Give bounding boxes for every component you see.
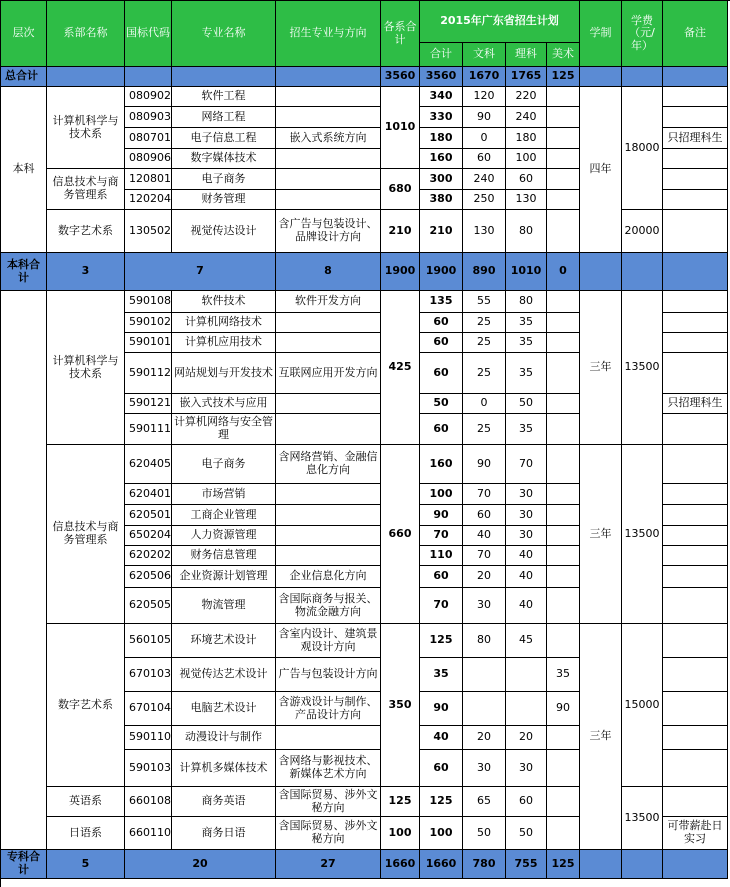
duration-vocational-cs: 三年 [580, 291, 622, 445]
major-name: 视觉传达设计 [172, 210, 276, 253]
plan-total: 100 [420, 817, 463, 850]
major-name: 网站规划与开发技术 [172, 353, 276, 394]
remark-empty [663, 107, 728, 128]
major-name: 财务信息管理 [172, 546, 276, 566]
major-name: 环境艺术设计 [172, 624, 276, 658]
remark-empty [663, 484, 728, 505]
plan-arts: 60 [463, 149, 506, 169]
header-code: 国标代码 [125, 1, 172, 67]
dept-art-undergrad: 数字艺术系 [47, 210, 125, 253]
plan-fine-arts: 35 [547, 658, 580, 692]
undergrad-total-directions: 8 [276, 253, 381, 291]
major-name: 财务管理 [172, 190, 276, 210]
plan-fine-arts [547, 414, 580, 445]
header-plan-arts: 文科 [463, 43, 506, 67]
tuition-undergrad-b: 20000 [622, 210, 663, 253]
plan-arts: 50 [463, 817, 506, 850]
dept-total-en-vocational: 125 [381, 787, 420, 817]
header-dept-total: 各系合计 [381, 1, 420, 67]
plan-science: 80 [506, 291, 547, 313]
plan-fine-arts [547, 394, 580, 414]
direction-cell [276, 414, 381, 445]
undergrad-total-arts: 890 [463, 253, 506, 291]
remark-empty [663, 445, 728, 484]
plan-total: 180 [420, 128, 463, 149]
code-cell: 620202 [125, 546, 172, 566]
plan-science: 30 [506, 750, 547, 787]
plan-fine-arts [547, 313, 580, 333]
direction-cell [276, 87, 381, 107]
code-cell: 590102 [125, 313, 172, 333]
plan-fine-arts: 90 [547, 692, 580, 726]
code-cell: 590112 [125, 353, 172, 394]
code-cell: 560105 [125, 624, 172, 658]
grand-total-empty [47, 67, 125, 87]
grand-total-empty [622, 67, 663, 87]
major-name: 计算机网络与安全管理 [172, 414, 276, 445]
grand-total-empty [663, 67, 728, 87]
remark-vocational-jp: 可带薪赴日实习 [663, 817, 728, 850]
plan-fine-arts [547, 566, 580, 588]
remark-empty [663, 526, 728, 546]
remark-empty [663, 750, 728, 787]
grand-total-plan: 3560 [420, 67, 463, 87]
dept-total-cs-undergrad: 1010 [381, 87, 420, 169]
major-name: 商务日语 [172, 817, 276, 850]
code-cell: 120801 [125, 169, 172, 190]
direction-cell: 含国际商务与报关、物流金融方向 [276, 588, 381, 624]
plan-fine-arts [547, 291, 580, 313]
plan-total: 330 [420, 107, 463, 128]
plan-arts: 130 [463, 210, 506, 253]
code-cell: 080906 [125, 149, 172, 169]
plan-fine-arts [547, 210, 580, 253]
code-cell: 670104 [125, 692, 172, 726]
header-duration: 学制 [580, 1, 622, 67]
major-name: 数字媒体技术 [172, 149, 276, 169]
remark-empty [663, 624, 728, 658]
major-name: 电子商务 [172, 445, 276, 484]
code-cell: 590103 [125, 750, 172, 787]
plan-total: 70 [420, 526, 463, 546]
remark-empty [663, 414, 728, 445]
header-department: 系部名称 [47, 1, 125, 67]
plan-total: 50 [420, 394, 463, 414]
plan-science [506, 692, 547, 726]
plan-total: 110 [420, 546, 463, 566]
plan-total: 40 [420, 726, 463, 750]
header-plan-total: 合计 [420, 43, 463, 67]
plan-arts: 40 [463, 526, 506, 546]
direction-cell: 含国际贸易、涉外文秘方向 [276, 787, 381, 817]
plan-fine-arts [547, 333, 580, 353]
plan-total: 60 [420, 353, 463, 394]
header-plan-fine-arts: 美术 [547, 43, 580, 67]
header-major: 专业名称 [172, 1, 276, 67]
direction-cell [276, 107, 381, 128]
code-cell: 590110 [125, 726, 172, 750]
plan-total: 340 [420, 87, 463, 107]
plan-total: 210 [420, 210, 463, 253]
tuition-vocational-art: 15000 [622, 624, 663, 787]
plan-arts: 90 [463, 445, 506, 484]
plan-fine-arts [547, 750, 580, 787]
plan-fine-arts [547, 546, 580, 566]
plan-science: 40 [506, 588, 547, 624]
plan-science: 50 [506, 817, 547, 850]
direction-cell: 含网络与影视技术、新媒体艺术方向 [276, 750, 381, 787]
plan-arts: 30 [463, 588, 506, 624]
plan-arts: 55 [463, 291, 506, 313]
major-name: 视觉传达艺术设计 [172, 658, 276, 692]
plan-arts: 120 [463, 87, 506, 107]
plan-fine-arts [547, 353, 580, 394]
plan-fine-arts [547, 107, 580, 128]
major-name: 网络工程 [172, 107, 276, 128]
plan-science: 180 [506, 128, 547, 149]
direction-cell: 含广告与包装设计、品牌设计方向 [276, 210, 381, 253]
code-cell: 080903 [125, 107, 172, 128]
direction-cell [276, 313, 381, 333]
remark-vocational-cs: 只招理科生 [663, 394, 728, 414]
plan-fine-arts [547, 505, 580, 526]
plan-fine-arts [547, 445, 580, 484]
plan-science: 50 [506, 394, 547, 414]
plan-total: 60 [420, 750, 463, 787]
remark-empty [663, 291, 728, 313]
remark-undergrad: 只招理科生 [663, 128, 728, 149]
major-name: 计算机多媒体技术 [172, 750, 276, 787]
plan-total: 60 [420, 414, 463, 445]
header-remark: 备注 [663, 1, 728, 67]
plan-arts: 80 [463, 624, 506, 658]
direction-cell [276, 726, 381, 750]
plan-total: 380 [420, 190, 463, 210]
plan-arts: 20 [463, 566, 506, 588]
plan-science: 60 [506, 169, 547, 190]
plan-science: 40 [506, 546, 547, 566]
major-name: 电子信息工程 [172, 128, 276, 149]
plan-total: 90 [420, 692, 463, 726]
plan-science: 35 [506, 333, 547, 353]
undergrad-total-plan: 1900 [420, 253, 463, 291]
code-cell: 120204 [125, 190, 172, 210]
header-level: 层次 [1, 1, 47, 67]
remark-empty [663, 588, 728, 624]
remark-empty [663, 190, 728, 210]
direction-cell [276, 333, 381, 353]
direction-cell: 互联网应用开发方向 [276, 353, 381, 394]
plan-arts: 65 [463, 787, 506, 817]
plan-total: 160 [420, 445, 463, 484]
direction-cell [276, 169, 381, 190]
plan-fine-arts [547, 726, 580, 750]
plan-arts: 70 [463, 484, 506, 505]
major-name: 企业资源计划管理 [172, 566, 276, 588]
direction-cell [276, 546, 381, 566]
plan-science: 130 [506, 190, 547, 210]
plan-fine-arts [547, 817, 580, 850]
dept-it-undergrad: 信息技术与商务管理系 [47, 169, 125, 210]
plan-total: 60 [420, 333, 463, 353]
code-cell: 080902 [125, 87, 172, 107]
plan-fine-arts [547, 128, 580, 149]
grand-total-arts: 1670 [463, 67, 506, 87]
dept-total-art-vocational: 350 [381, 624, 420, 787]
plan-science: 35 [506, 353, 547, 394]
remark-empty [663, 726, 728, 750]
undergrad-total-science: 1010 [506, 253, 547, 291]
header-plan-title: 2015年广东省招生计划 [420, 1, 580, 43]
major-name: 电子商务 [172, 169, 276, 190]
plan-science: 30 [506, 484, 547, 505]
dept-total-jp-vocational: 100 [381, 817, 420, 850]
code-cell: 650204 [125, 526, 172, 546]
direction-cell [276, 484, 381, 505]
plan-science: 80 [506, 210, 547, 253]
dept-total-it-undergrad: 680 [381, 169, 420, 210]
direction-cell [276, 149, 381, 169]
plan-science: 100 [506, 149, 547, 169]
plan-science: 35 [506, 414, 547, 445]
plan-total: 135 [420, 291, 463, 313]
tuition-vocational-cs: 13500 [622, 291, 663, 445]
code-cell: 130502 [125, 210, 172, 253]
undergrad-total-codes: 7 [125, 253, 276, 291]
remark-empty [663, 546, 728, 566]
plan-science: 30 [506, 505, 547, 526]
level-undergraduate: 本科 [1, 87, 47, 253]
undergrad-total-empty [622, 253, 663, 291]
undergrad-total-empty [580, 253, 622, 291]
plan-science: 45 [506, 624, 547, 658]
major-name: 物流管理 [172, 588, 276, 624]
remark-empty [663, 505, 728, 526]
plan-science: 60 [506, 787, 547, 817]
vocational-total-empty [580, 850, 622, 879]
header-direction: 招生专业与方向 [276, 1, 381, 67]
level-vocational [1, 291, 47, 850]
code-cell: 590121 [125, 394, 172, 414]
plan-arts: 25 [463, 414, 506, 445]
plan-fine-arts [547, 526, 580, 546]
tuition-vocational-it: 13500 [622, 445, 663, 624]
vocational-total-plan: 1660 [420, 850, 463, 879]
header-plan-science: 理科 [506, 43, 547, 67]
code-cell: 590108 [125, 291, 172, 313]
plan-arts: 0 [463, 128, 506, 149]
plan-arts: 240 [463, 169, 506, 190]
plan-fine-arts [547, 624, 580, 658]
vocational-total-depts: 5 [47, 850, 125, 879]
plan-science: 40 [506, 566, 547, 588]
plan-total: 70 [420, 588, 463, 624]
duration-vocational-it: 三年 [580, 445, 622, 624]
vocational-total-label: 专科合计 [1, 850, 47, 879]
code-cell: 590101 [125, 333, 172, 353]
direction-cell: 含网络营销、金融信息化方向 [276, 445, 381, 484]
remark-empty [663, 658, 728, 692]
major-name: 电脑艺术设计 [172, 692, 276, 726]
vocational-total-directions: 27 [276, 850, 381, 879]
plan-science: 35 [506, 313, 547, 333]
remark-empty [663, 210, 728, 253]
vocational-total-codes: 20 [125, 850, 276, 879]
dept-total-cs-vocational: 425 [381, 291, 420, 445]
vocational-total-dept-total: 1660 [381, 850, 420, 879]
direction-cell [276, 190, 381, 210]
dept-cs-undergrad: 计算机科学与技术系 [47, 87, 125, 169]
direction-cell: 软件开发方向 [276, 291, 381, 313]
direction-cell: 嵌入式系统方向 [276, 128, 381, 149]
vocational-total-science: 755 [506, 850, 547, 879]
duration-vocational-art: 三年 [580, 624, 622, 850]
plan-science: 70 [506, 445, 547, 484]
direction-cell: 含国际贸易、涉外文秘方向 [276, 817, 381, 850]
plan-total: 300 [420, 169, 463, 190]
plan-fine-arts [547, 588, 580, 624]
dept-art-vocational: 数字艺术系 [47, 624, 125, 787]
major-name: 商务英语 [172, 787, 276, 817]
remark-empty [663, 169, 728, 190]
undergrad-total-depts: 3 [47, 253, 125, 291]
plan-arts: 20 [463, 726, 506, 750]
plan-arts: 0 [463, 394, 506, 414]
remark-empty [663, 87, 728, 107]
grand-total-label: 总合计 [1, 67, 47, 87]
grand-total-empty [276, 67, 381, 87]
plan-science: 20 [506, 726, 547, 750]
plan-arts: 90 [463, 107, 506, 128]
plan-total: 90 [420, 505, 463, 526]
plan-science: 220 [506, 87, 547, 107]
plan-total: 35 [420, 658, 463, 692]
plan-total: 125 [420, 624, 463, 658]
plan-total: 60 [420, 566, 463, 588]
plan-fine-arts [547, 190, 580, 210]
header-tuition: 学费（元/年） [622, 1, 663, 67]
plan-science [506, 658, 547, 692]
remark-empty [663, 313, 728, 333]
code-cell: 660108 [125, 787, 172, 817]
undergrad-total-empty [663, 253, 728, 291]
dept-it-vocational: 信息技术与商务管理系 [47, 445, 125, 624]
grand-total-science: 1765 [506, 67, 547, 87]
plan-total: 125 [420, 787, 463, 817]
plan-arts: 70 [463, 546, 506, 566]
dept-en-vocational: 英语系 [47, 787, 125, 817]
major-name: 软件工程 [172, 87, 276, 107]
vocational-total-arts: 780 [463, 850, 506, 879]
direction-cell: 含室内设计、建筑景观设计方向 [276, 624, 381, 658]
plan-total: 100 [420, 484, 463, 505]
remark-empty [663, 787, 728, 817]
plan-arts: 60 [463, 505, 506, 526]
grand-total-empty [580, 67, 622, 87]
tuition-undergrad-a: 18000 [622, 87, 663, 210]
code-cell: 620405 [125, 445, 172, 484]
plan-fine-arts [547, 149, 580, 169]
dept-cs-vocational: 计算机科学与技术系 [47, 291, 125, 445]
major-name: 嵌入式技术与应用 [172, 394, 276, 414]
major-name: 计算机应用技术 [172, 333, 276, 353]
vocational-total-empty [663, 850, 728, 879]
plan-arts [463, 692, 506, 726]
grand-total-empty [172, 67, 276, 87]
plan-arts: 25 [463, 333, 506, 353]
dept-total-it-vocational: 660 [381, 445, 420, 624]
remark-empty [663, 333, 728, 353]
plan-total: 60 [420, 313, 463, 333]
plan-arts: 25 [463, 353, 506, 394]
code-cell: 660110 [125, 817, 172, 850]
direction-cell [276, 394, 381, 414]
plan-arts: 250 [463, 190, 506, 210]
direction-cell [276, 505, 381, 526]
code-cell: 080701 [125, 128, 172, 149]
major-name: 工商企业管理 [172, 505, 276, 526]
grand-total-fine-arts: 125 [547, 67, 580, 87]
remark-empty [663, 692, 728, 726]
plan-arts: 25 [463, 313, 506, 333]
plan-science: 30 [506, 526, 547, 546]
remark-empty [663, 566, 728, 588]
plan-arts: 30 [463, 750, 506, 787]
dept-jp-vocational: 日语系 [47, 817, 125, 850]
plan-arts [463, 658, 506, 692]
code-cell: 620506 [125, 566, 172, 588]
plan-fine-arts [547, 87, 580, 107]
code-cell: 620401 [125, 484, 172, 505]
remark-empty [663, 149, 728, 169]
direction-cell [276, 526, 381, 546]
major-name: 市场营销 [172, 484, 276, 505]
major-name: 计算机网络技术 [172, 313, 276, 333]
grand-total-dept-total: 3560 [381, 67, 420, 87]
code-cell: 670103 [125, 658, 172, 692]
plan-fine-arts [547, 169, 580, 190]
plan-fine-arts [547, 787, 580, 817]
tuition-vocational-lang: 13500 [622, 787, 663, 850]
dept-total-art-undergrad: 210 [381, 210, 420, 253]
major-name: 软件技术 [172, 291, 276, 313]
undergrad-total-dept-total: 1900 [381, 253, 420, 291]
plan-science: 240 [506, 107, 547, 128]
remark-empty [663, 353, 728, 394]
plan-fine-arts [547, 484, 580, 505]
undergrad-total-label: 本科合计 [1, 253, 47, 291]
direction-cell: 广告与包装设计方向 [276, 658, 381, 692]
direction-cell: 含游戏设计与制作、产品设计方向 [276, 692, 381, 726]
vocational-total-empty [622, 850, 663, 879]
duration-undergrad: 四年 [580, 87, 622, 253]
plan-total: 160 [420, 149, 463, 169]
code-cell: 620501 [125, 505, 172, 526]
major-name: 人力资源管理 [172, 526, 276, 546]
code-cell: 620505 [125, 588, 172, 624]
code-cell: 590111 [125, 414, 172, 445]
undergrad-total-fine-arts: 0 [547, 253, 580, 291]
direction-cell: 企业信息化方向 [276, 566, 381, 588]
vocational-total-fine-arts: 125 [547, 850, 580, 879]
major-name: 动漫设计与制作 [172, 726, 276, 750]
grand-total-empty [125, 67, 172, 87]
